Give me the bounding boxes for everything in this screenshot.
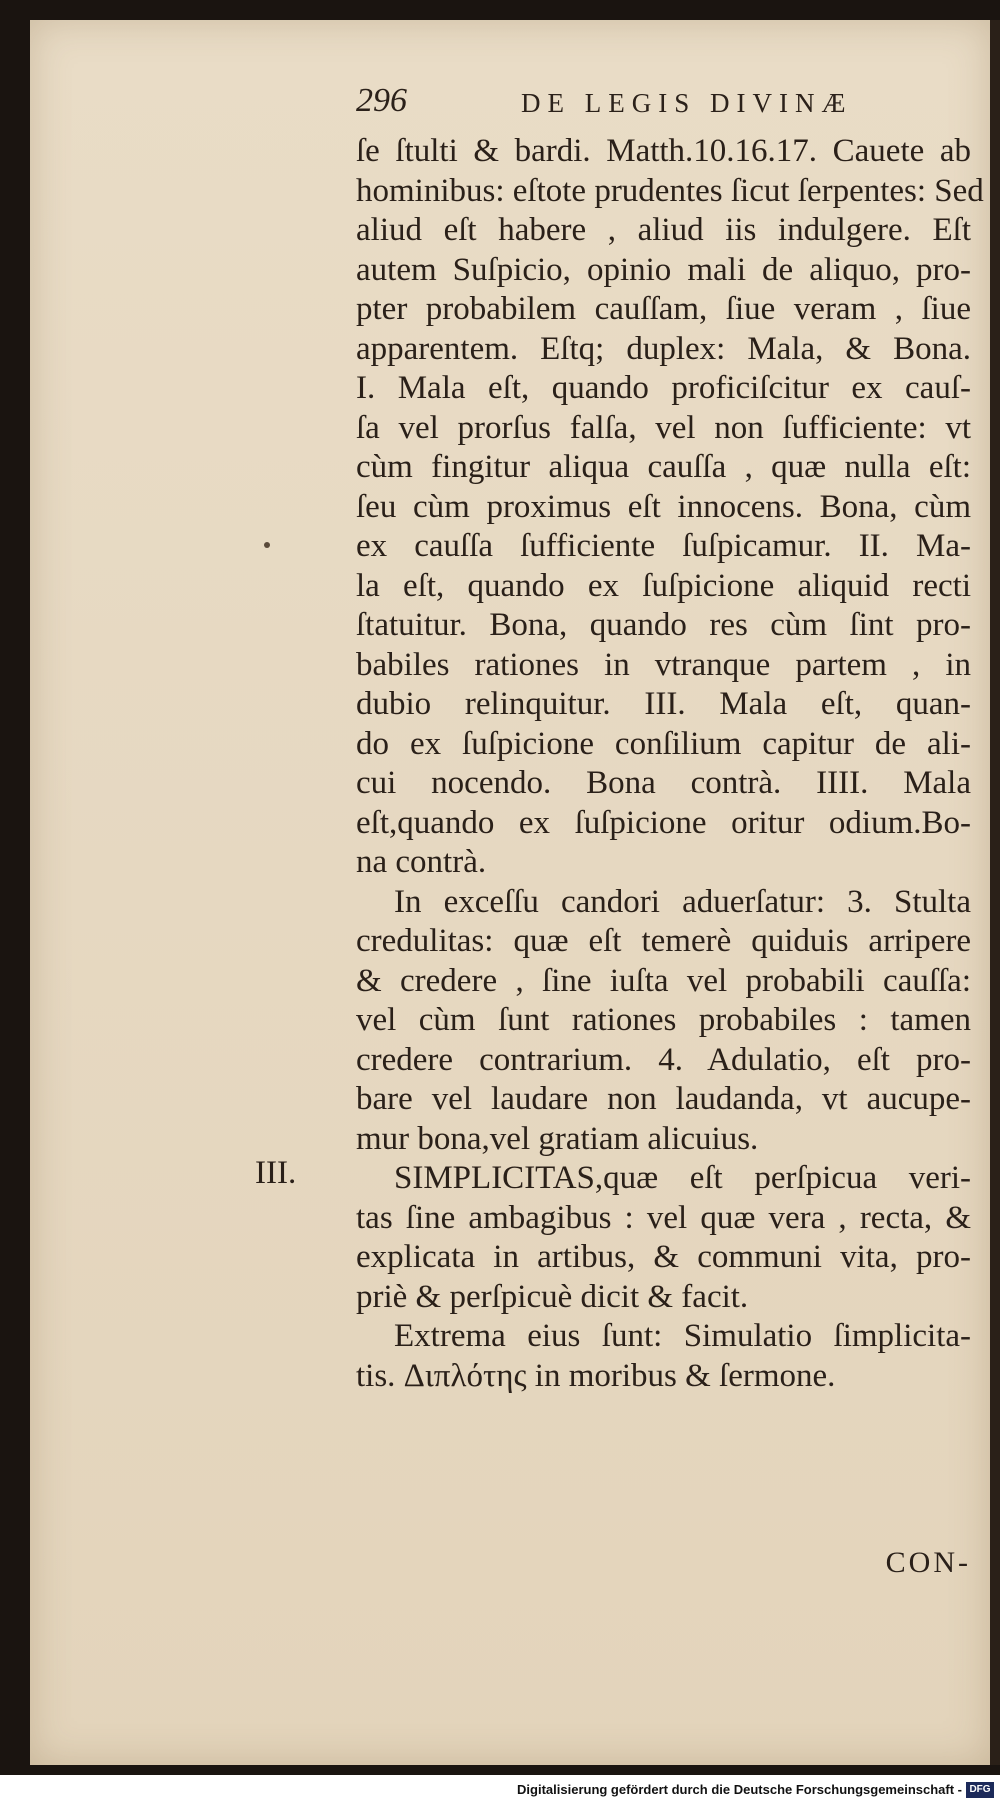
text-line: cui nocendo. Bona contrà. IIII. Mala	[356, 765, 971, 801]
catchword: CON-	[885, 1546, 971, 1579]
footer-credit: Digitalisierung gefördert durch die Deutsche Forschungsgemeinschaft -	[517, 1782, 962, 1797]
text-line: babiles rationes in vtranque partem , in	[356, 646, 971, 683]
running-head: DE LEGIS DIVINÆ	[521, 88, 853, 118]
text-line: autem Suſpicio, opinio mali de aliquo, pro-	[356, 251, 971, 288]
text-line: I. Mala eſt, quando proficiſcitur ex cauſ-	[356, 370, 971, 406]
text-line: ſe ſtulti & bardi. Matth.10.16.17. Cauete ab	[356, 133, 971, 169]
text-line: Extrema eius ſunt: Simulatio ſimplicita-	[394, 1318, 971, 1354]
text-line: cùm fingitur aliqua cauſſa , quæ nulla eſt:	[356, 449, 971, 485]
text-line: dubio relinquitur. III. Mala eſt, quan-	[356, 686, 971, 722]
section-number: III.	[255, 1155, 297, 1191]
margin-mark	[264, 542, 270, 548]
text-line: do ex ſuſpicione conſilium capitur de ali-	[356, 725, 971, 762]
text-line: credere contrarium. 4. Adulatio, eſt pro-	[356, 1041, 971, 1078]
text-line: mur bona,vel gratiam alicuius.	[356, 1120, 759, 1157]
text-line: In exceſſu candori aduerſatur: 3. Stulta	[394, 883, 971, 920]
page-number: 296	[356, 82, 407, 119]
text-line: pter probabilem cauſſam, ſiue veram , ſiue	[356, 291, 971, 327]
text-line: la eſt, quando ex ſuſpicione aliquid recti	[356, 567, 971, 604]
body-text	[356, 132, 984, 1579]
text-line: priè & perſpicuè dicit & facit.	[356, 1278, 749, 1315]
dfg-logo: DFG	[966, 1782, 994, 1798]
text-line: credulitas: quæ eſt temerè quiduis arripere	[356, 923, 971, 959]
text-line: vel cùm ſunt rationes probabiles : tamen	[356, 1002, 971, 1038]
text-line: SIMPLICITAS,quæ eſt perſpicua veri-	[394, 1160, 971, 1196]
text-line: tis. Διπλότης in moribus & ſermone.	[356, 1357, 836, 1394]
text-line: ſeu cùm proximus eſt innocens. Bona, cùm	[356, 488, 971, 525]
text-line: ſa vel prorſus falſa, vel non ſufficiente: vt	[356, 409, 971, 446]
text-line: bare vel laudare non laudanda, vt aucupe-	[356, 1081, 971, 1117]
text-line: explicata in artibus, & communi vita, pro-	[356, 1239, 971, 1275]
book-edge	[990, 20, 1000, 1765]
text-line: hominibus: eſtote prudentes ſicut ſerpentes: Sed	[356, 172, 984, 209]
text-line: tas ſine ambagibus : vel quæ vera , recta, &	[356, 1199, 971, 1236]
text-line: ex cauſſa ſufficiente ſuſpicamur. II. Ma-	[356, 528, 971, 564]
text-line: na contrà.	[356, 844, 487, 880]
digitization-footer	[0, 1778, 1000, 1805]
text-line: eſt,quando ex ſuſpicione oritur odium.Bo-	[356, 804, 971, 841]
text-line: aliud eſt habere , aliud iis indulgere. Eſt	[356, 212, 971, 248]
text-line: apparentem. Eſtq; duplex: Mala, & Bona.	[356, 330, 971, 367]
text-line: & credere , ſine iuſta vel probabili cauſſa:	[356, 962, 971, 999]
text-line: ſtatuitur. Bona, quando res cùm ſint pro-	[356, 607, 971, 643]
page-header	[356, 82, 956, 122]
